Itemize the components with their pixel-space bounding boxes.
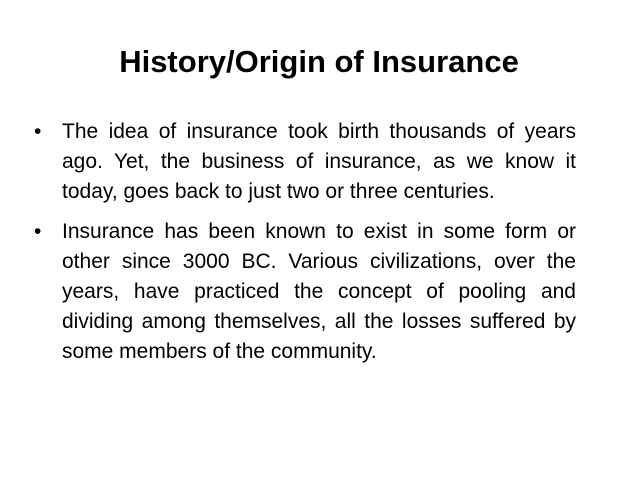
slide-title: History/Origin of Insurance: [119, 44, 519, 79]
bullet-text: The idea of insurance took birth thousands of years ago. Yet, the business of insurance, as we know it today, goes back to just two or three centuries.: [62, 120, 576, 203]
bullet-marker: •: [34, 120, 42, 143]
bullet-item: [34, 117, 576, 207]
bullet-list: [34, 117, 576, 377]
bullet-text: Insurance has been known to exist in some form or other since 3000 BC. Various civilizations, over the years, have practiced the concept of pooling and dividing among themselves, all the losses suffered by some members of the community.: [62, 220, 576, 363]
bullet-marker: •: [34, 220, 42, 243]
bullet-item: [34, 217, 576, 367]
